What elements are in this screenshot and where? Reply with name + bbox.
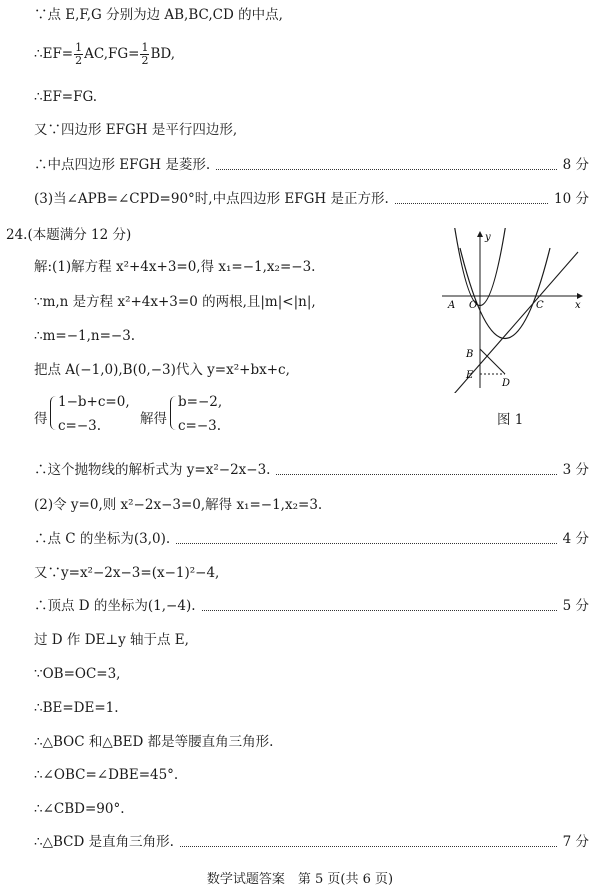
line-angle-45: ∴∠OBC=∠DBE=45°. bbox=[34, 767, 179, 783]
frac-num: 1 bbox=[141, 41, 149, 54]
brace-left-1 bbox=[50, 396, 57, 430]
label-e: E bbox=[466, 370, 474, 381]
label-y: y bbox=[485, 232, 491, 243]
line-solve-equation: 解:(1)解方程 x²+4x+3=0,得 x₁=−1,x₂=−3. bbox=[34, 259, 316, 275]
line-ef-eq-fg: ∴EF=FG. bbox=[34, 89, 98, 105]
label-a: A bbox=[448, 300, 456, 311]
leader-dots bbox=[276, 473, 556, 475]
text-jiede: 解得 bbox=[140, 411, 167, 427]
leader-dots bbox=[176, 542, 556, 544]
system-2-eq-2: c=−3. bbox=[178, 418, 222, 434]
page-footer: 数学试题答案 第 5 页(共 6 页) bbox=[206, 872, 394, 887]
text-right-triangle: ∴△BCD 是直角三角形. bbox=[34, 834, 174, 850]
text-de: 得 bbox=[34, 411, 48, 427]
leader-dots bbox=[395, 202, 548, 204]
equation-systems bbox=[34, 394, 274, 444]
leader-dots bbox=[180, 845, 557, 847]
line-perpendicular: 过 D 作 DE⊥y 轴于点 E, bbox=[34, 632, 189, 648]
score-badge: 3 分 bbox=[562, 462, 589, 478]
line-let-y-zero: (2)令 y=0,则 x²−2x−3=0,解得 x₁=−1,x₂=3. bbox=[34, 497, 323, 513]
score-badge: 5 分 bbox=[562, 598, 589, 614]
frac-den: 2 bbox=[141, 54, 149, 67]
line-rhombus bbox=[34, 156, 589, 174]
text-ac-fg: AC,FG= bbox=[84, 46, 140, 62]
system-1 bbox=[58, 394, 130, 435]
brace-left-2 bbox=[170, 396, 177, 430]
fraction-half-1 bbox=[74, 42, 83, 67]
system-2 bbox=[178, 394, 222, 435]
system-1-eq-2: c=−3. bbox=[58, 418, 102, 434]
line-ef-fg-formula bbox=[34, 42, 175, 67]
label-o: O bbox=[469, 300, 478, 311]
line-roots-condition: ∵m,n 是方程 x²+4x+3=0 的两根,且|m|<|n|, bbox=[34, 294, 316, 310]
text-rhombus: ∴中点四边形 EFGH 是菱形. bbox=[34, 157, 211, 173]
line-parabola-expression bbox=[34, 461, 589, 479]
fraction-half-2 bbox=[140, 42, 149, 67]
line-be-de: ∴BE=DE=1. bbox=[34, 700, 119, 716]
text-vertex-d: ∴顶点 D 的坐标为(1,−4). bbox=[34, 598, 196, 614]
line-m-n-values: ∴m=−1,n=−3. bbox=[34, 328, 136, 344]
line-substitute-points: 把点 A(−1,0),B(0,−3)代入 y=x²+bx+c, bbox=[34, 362, 290, 378]
line-isosceles: ∴△BOC 和△BED 都是等腰直角三角形. bbox=[34, 734, 274, 750]
parabola-curve bbox=[460, 248, 550, 339]
line-point-c bbox=[34, 530, 589, 548]
line-ob-oc: ∵OB=OC=3, bbox=[34, 666, 121, 682]
frac-num: 1 bbox=[75, 41, 83, 54]
line-right-triangle bbox=[34, 833, 589, 851]
text-square: (3)当∠APB=∠CPD=90°时,中点四边形 EFGH 是正方形. bbox=[34, 191, 389, 207]
system-2-eq-1: b=−2, bbox=[178, 394, 223, 410]
label-c: C bbox=[536, 300, 544, 311]
system-1-eq-1: 1−b+c=0, bbox=[58, 394, 130, 410]
score-badge: 8 分 bbox=[562, 157, 589, 173]
text-ef: ∴EF= bbox=[34, 46, 74, 62]
text-point-c: ∴点 C 的坐标为(3,0). bbox=[34, 531, 171, 547]
leader-dots bbox=[202, 609, 557, 611]
label-x: x bbox=[575, 300, 581, 311]
line-angle-90: ∴∠CBD=90°. bbox=[34, 801, 125, 817]
line-square bbox=[34, 190, 589, 208]
line-vertex-d bbox=[34, 597, 589, 615]
frac-den: 2 bbox=[75, 54, 83, 67]
line-parallelogram: 又∵四边形 EFGH 是平行四边形, bbox=[34, 122, 238, 138]
label-b: B bbox=[466, 349, 474, 360]
segment-bd bbox=[480, 349, 505, 374]
score-badge: 4 分 bbox=[562, 531, 589, 547]
problem-24-heading: 24.(本题满分 12 分) bbox=[6, 227, 132, 243]
text-bd: BD, bbox=[150, 46, 176, 62]
score-badge: 10 分 bbox=[554, 191, 589, 207]
leader-dots bbox=[216, 168, 556, 170]
parabola-figure bbox=[436, 228, 586, 393]
line-midpoints: ∵点 E,F,G 分别为边 AB,BC,CD 的中点, bbox=[34, 7, 283, 23]
line-vertex-form: 又∵y=x²−2x−3=(x−1)²−4, bbox=[34, 565, 220, 581]
figure-caption: 图 1 bbox=[497, 412, 524, 428]
text-parabola-expression: ∴这个抛物线的解析式为 y=x²−2x−3. bbox=[34, 462, 271, 478]
score-badge: 7 分 bbox=[562, 834, 589, 850]
label-d: D bbox=[502, 378, 511, 389]
